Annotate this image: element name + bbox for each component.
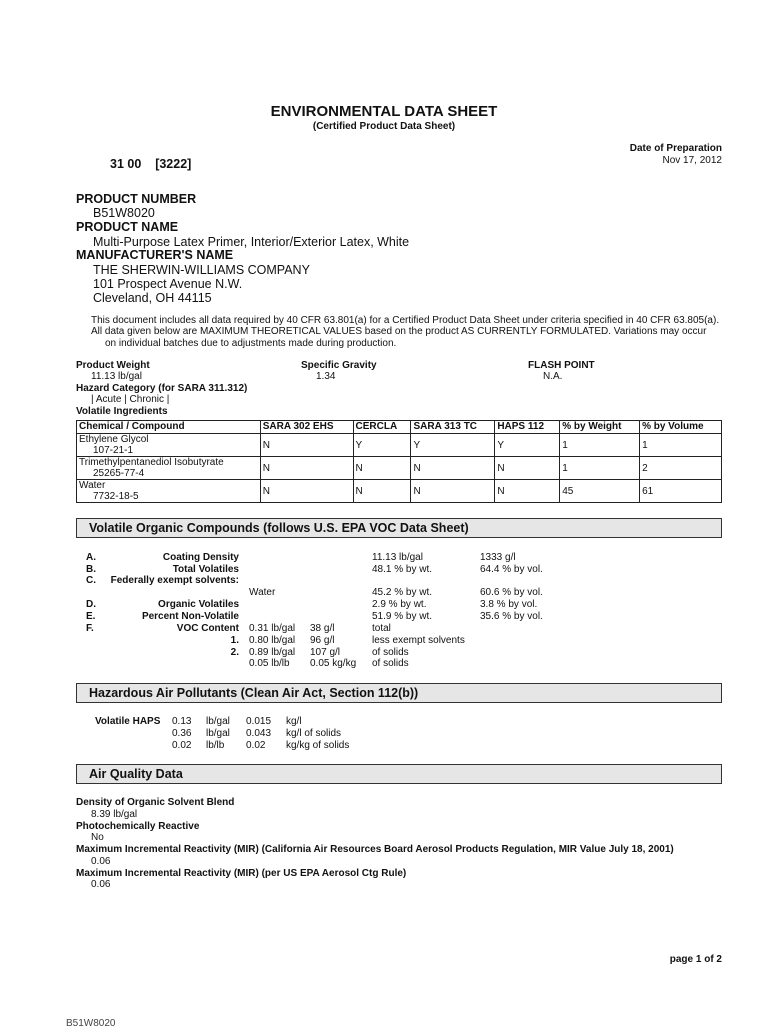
hap-unit: kg/l <box>286 716 302 727</box>
hap-value: 0.13 <box>172 716 192 727</box>
voc-value: of solids <box>372 658 409 669</box>
voc-letter: A. <box>86 552 96 563</box>
flash-point: N.A. <box>543 371 563 382</box>
column-header: HAPS 112 <box>495 421 560 434</box>
exempt-solvent-name: Water <box>249 587 276 598</box>
voc-value: 45.2 % by wt. <box>372 587 433 598</box>
table-cell: 61 <box>640 480 722 503</box>
voc-value: 0.05 kg/kg <box>310 658 357 669</box>
voc-value: 0.05 lb/lb <box>249 658 290 669</box>
product-name-label: PRODUCT NAME <box>76 220 179 234</box>
voc-section-header <box>76 518 722 538</box>
table-cell: N <box>353 480 411 503</box>
voc-value: 0.89 lb/gal <box>249 647 296 658</box>
air-quality-section-header <box>76 764 722 784</box>
hap-unit: lb/lb <box>206 740 225 751</box>
volatile-ingredients-label: Volatile Ingredients <box>76 406 168 417</box>
hap-value: 0.02 <box>172 740 192 751</box>
column-header: CERCLA <box>353 421 411 434</box>
table-cell: 2 <box>640 457 722 480</box>
table-cell: 45 <box>560 480 640 503</box>
voc-value: 107 g/l <box>310 647 341 658</box>
voc-label: Total Volatiles <box>172 564 239 575</box>
notice-line: All data given below are MAXIMUM THEORETICAL VALUES based on the product AS CURRENTLY FORMULATED. Variations may occur <box>91 326 707 337</box>
cas-number: 25265-77-4 <box>93 468 145 479</box>
mir-carb-label: Maximum Incremental Reactivity (MIR) (California Air Resources Board Aerosol Products Regulation, MIR Value July 18, 2001) <box>76 844 674 855</box>
table-cell: N <box>353 457 411 480</box>
hap-value: 0.02 <box>246 740 266 751</box>
column-header: % by Weight <box>560 421 640 434</box>
table-row <box>77 457 722 480</box>
voc-label: Organic Volatiles <box>158 599 239 610</box>
mir-epa-value: 0.06 <box>91 879 111 890</box>
volatile-haps-label: Volatile HAPS <box>95 716 161 727</box>
manufacturer-line: Cleveland, OH 44115 <box>93 291 212 305</box>
manufacturer-line: 101 Prospect Avenue N.W. <box>93 277 243 291</box>
cas-number: 107-21-1 <box>93 445 134 456</box>
doc-code: 31 00 [3222] <box>110 157 192 171</box>
voc-letter: B. <box>86 564 96 575</box>
table-cell: Y <box>495 434 560 457</box>
table-cell: 1 <box>560 434 640 457</box>
hap-value: 0.36 <box>172 728 192 739</box>
column-header: SARA 313 TC <box>411 421 495 434</box>
table-cell: N <box>260 434 353 457</box>
cas-number: 7732-18-5 <box>93 491 139 502</box>
hap-value: 0.015 <box>246 716 272 727</box>
voc-value: 2.9 % by wt. <box>372 599 427 610</box>
hap-unit: lb/gal <box>206 716 230 727</box>
hazard-value: | Acute | Chronic | <box>91 394 170 405</box>
voc-sub-number: 1. <box>230 635 239 646</box>
voc-letter: E. <box>86 611 96 622</box>
voc-value: 11.13 lb/gal <box>372 552 423 563</box>
voc-value: 0.80 lb/gal <box>249 635 296 646</box>
voc-value: 1333 g/l <box>480 552 516 563</box>
page-number: page 1 of 2 <box>669 954 722 965</box>
table-cell: N <box>495 457 560 480</box>
notice-line: on individual batches due to adjustments made during production. <box>105 338 397 349</box>
manufacturer-line: THE SHERWIN-WILLIAMS COMPANY <box>93 263 310 277</box>
product-name: Multi-Purpose Latex Primer, Interior/Exterior Latex, White <box>93 235 410 249</box>
date-value: Nov 17, 2012 <box>662 155 722 166</box>
voc-value: 3.8 % by vol. <box>480 599 538 610</box>
photochemical-value: No <box>91 832 104 843</box>
voc-sub-number: 2. <box>230 647 239 658</box>
product-weight: 11.13 lb/gal <box>91 371 142 382</box>
table-row <box>77 434 722 457</box>
voc-value: 96 g/l <box>310 635 335 646</box>
flash-point-label: FLASH POINT <box>528 360 595 371</box>
voc-value: 64.4 % by vol. <box>480 564 543 575</box>
document-subtitle: (Certified Product Data Sheet) <box>312 121 456 132</box>
voc-value: 0.31 lb/gal <box>249 623 296 634</box>
compound-cell <box>77 434 261 457</box>
voc-label: Percent Non-Volatile <box>141 611 239 622</box>
hazard-label: Hazard Category (for SARA 311.312) <box>76 383 248 394</box>
voc-value: of solids <box>372 647 409 658</box>
voc-letter: D. <box>86 599 96 610</box>
voc-value: 38 g/l <box>310 623 335 634</box>
notice-line: This document includes all data required by 40 CFR 63.801(a) for a Certified Product Data Sheet under criteria specified in 40 CFR 63.805(a). <box>91 315 720 326</box>
table-cell: N <box>411 457 495 480</box>
compound-name: Water <box>79 480 106 491</box>
voc-heading: Volatile Organic Compounds (follows U.S. EPA VOC Data Sheet) <box>89 521 469 535</box>
hap-section-header <box>76 683 722 703</box>
table-cell: N <box>411 480 495 503</box>
compound-name: Trimethylpentanediol Isobutyrate <box>79 457 224 468</box>
column-header: % by Volume <box>640 421 722 434</box>
volatile-ingredients-table <box>76 420 722 503</box>
voc-value: 48.1 % by wt. <box>372 564 433 575</box>
compound-name: Ethylene Glycol <box>79 434 149 445</box>
voc-label: Coating Density <box>162 552 239 563</box>
document-title: ENVIRONMENTAL DATA SHEET <box>270 103 498 120</box>
mir-carb-value: 0.06 <box>91 856 111 867</box>
voc-value: 60.6 % by vol. <box>480 587 543 598</box>
voc-value: 35.6 % by vol. <box>480 611 543 622</box>
air-quality-heading: Air Quality Data <box>89 767 183 781</box>
table-cell: N <box>495 480 560 503</box>
hap-heading: Hazardous Air Pollutants (Clean Air Act, Section 112(b)) <box>89 686 419 700</box>
specific-gravity-label: Specific Gravity <box>301 360 377 371</box>
solvent-density-label: Density of Organic Solvent Blend <box>76 797 235 808</box>
table-header-row <box>77 421 722 434</box>
hap-value: 0.043 <box>246 728 272 739</box>
photochemical-label: Photochemically Reactive <box>76 821 200 832</box>
column-header: SARA 302 EHS <box>260 421 353 434</box>
voc-value: less exempt solvents <box>372 635 465 646</box>
product-weight-label: Product Weight <box>76 360 150 371</box>
voc-letter: F. <box>86 623 94 634</box>
table-cell: 1 <box>560 457 640 480</box>
table-cell: N <box>260 480 353 503</box>
voc-label: VOC Content <box>176 623 239 634</box>
table-cell: Y <box>411 434 495 457</box>
solvent-density: 8.39 lb/gal <box>91 809 138 820</box>
table-cell: N <box>260 457 353 480</box>
hap-unit: lb/gal <box>206 728 230 739</box>
hap-unit: kg/l of solids <box>286 728 342 739</box>
voc-label: Federally exempt solvents: <box>110 575 239 586</box>
voc-value: total <box>372 623 391 634</box>
manufacturer-label: MANUFACTURER'S NAME <box>76 248 234 262</box>
compound-cell <box>77 480 261 503</box>
product-number: B51W8020 <box>93 206 155 220</box>
product-number-label: PRODUCT NUMBER <box>76 192 197 206</box>
voc-letter: C. <box>86 575 96 586</box>
footer-code: B51W8020 <box>66 1018 116 1029</box>
table-cell: 1 <box>640 434 722 457</box>
mir-epa-label: Maximum Incremental Reactivity (MIR) (per US EPA Aerosol Ctg Rule) <box>76 868 407 879</box>
hap-unit: kg/kg of solids <box>286 740 350 751</box>
voc-value: 51.9 % by wt. <box>372 611 433 622</box>
table-row <box>77 480 722 503</box>
date-label: Date of Preparation <box>629 143 722 154</box>
compound-cell <box>77 457 261 480</box>
table-cell: Y <box>353 434 411 457</box>
specific-gravity: 1.34 <box>316 371 336 382</box>
column-header: Chemical / Compound <box>77 421 261 434</box>
